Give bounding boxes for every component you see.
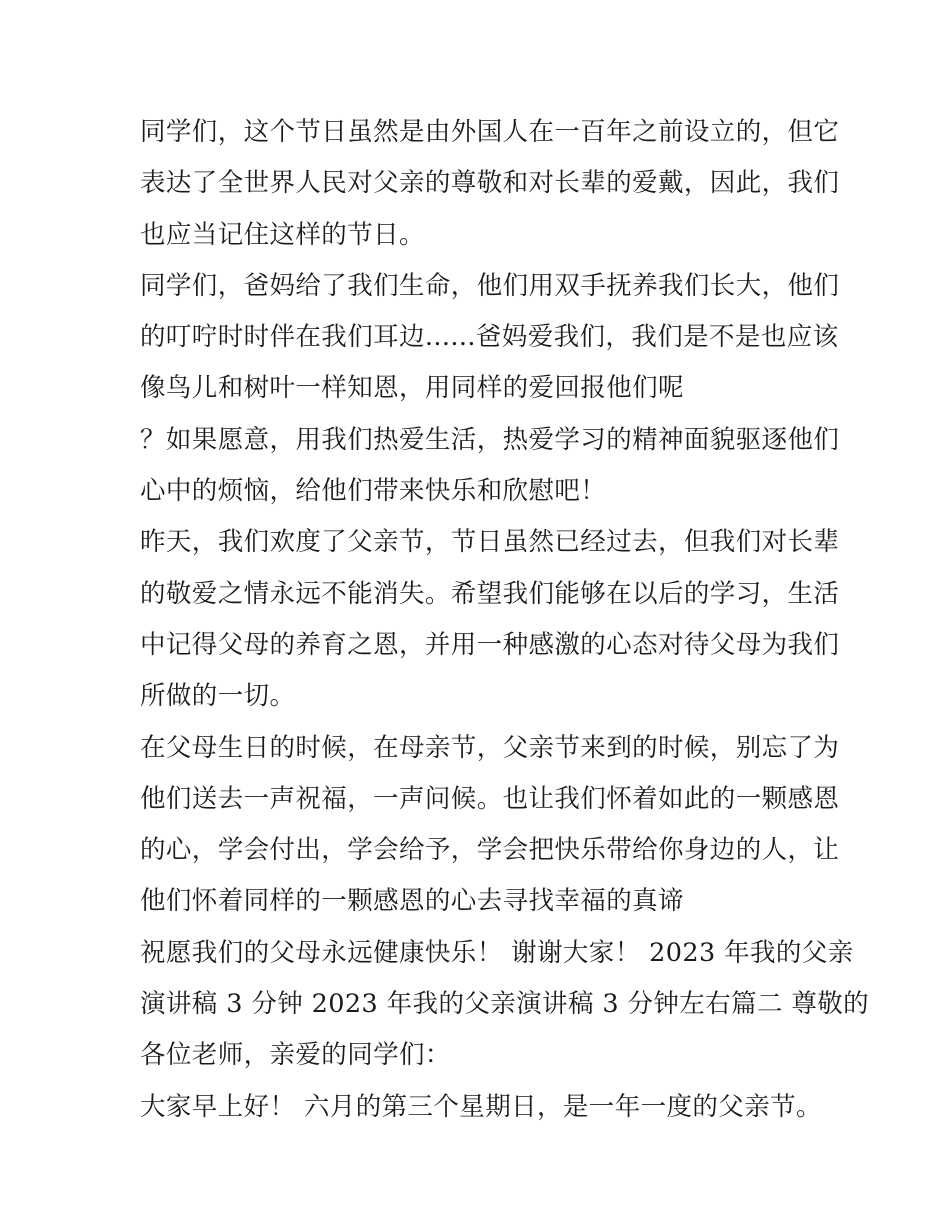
text-line: 同学们，这个节日虽然是由外国人在一百年之前设立的，但它 xyxy=(140,117,840,147)
text-line: 心中的烦恼，给他们带来快乐和欣慰吧！ xyxy=(140,476,607,507)
text-line: 各位老师，亲爱的同学们： xyxy=(140,1040,451,1071)
text-line: 他们怀着同样的一颗感恩的心去寻找幸福的真谛 xyxy=(140,886,684,917)
text-line: 昨天，我们欢度了父亲节，节日虽然已经过去，但我们对长辈 xyxy=(140,527,840,558)
document-body xyxy=(140,107,870,1133)
text-line: 他们送去一声祝福，一声问候。也让我们怀着如此的一颗感恩 xyxy=(140,783,840,814)
text-line: 的敬爱之情永远不能消失。希望我们能够在以后的学习，生活 xyxy=(140,578,840,609)
text-line: 祝愿我们的父母永远健康快乐！ 谢谢大家！ 2023 年我的父亲 xyxy=(140,937,854,968)
text-line: 表达了全世界人民对父亲的尊敬和对长辈的爱戴，因此，我们 xyxy=(140,168,840,199)
text-line: 大家早上好！ 六月的第三个星期日，是一年一度的父亲节。 xyxy=(140,1091,822,1122)
text-line: 同学们，爸妈给了我们生命，他们用双手抚养我们长大，他们 xyxy=(140,270,840,301)
text-line: 中记得父母的养育之恩，并用一种感激的心态对待父母为我们 xyxy=(140,629,840,660)
text-line: 的叮咛时时伴在我们耳边......爸妈爱我们，我们是不是也应该 xyxy=(140,322,839,353)
text-line: 所做的一切。 xyxy=(140,681,296,712)
text-line: 演讲稿 3 分钟 2023 年我的父亲演讲稿 3 分钟左右篇二 尊敬的 xyxy=(140,989,870,1020)
text-line: 也应当记住这样的节日。 xyxy=(140,219,425,250)
text-line: ？如果愿意，用我们热爱生活，热爱学习的精神面貌驱逐他们 xyxy=(140,424,840,455)
text-line: 在父母生日的时候，在母亲节，父亲节来到的时候，别忘了为 xyxy=(140,732,840,763)
text-line: 像鸟儿和树叶一样知恩，用同样的爱回报他们呢 xyxy=(140,373,684,404)
text-line: 的心，学会付出，学会给予，学会把快乐带给你身边的人，让 xyxy=(140,835,840,866)
